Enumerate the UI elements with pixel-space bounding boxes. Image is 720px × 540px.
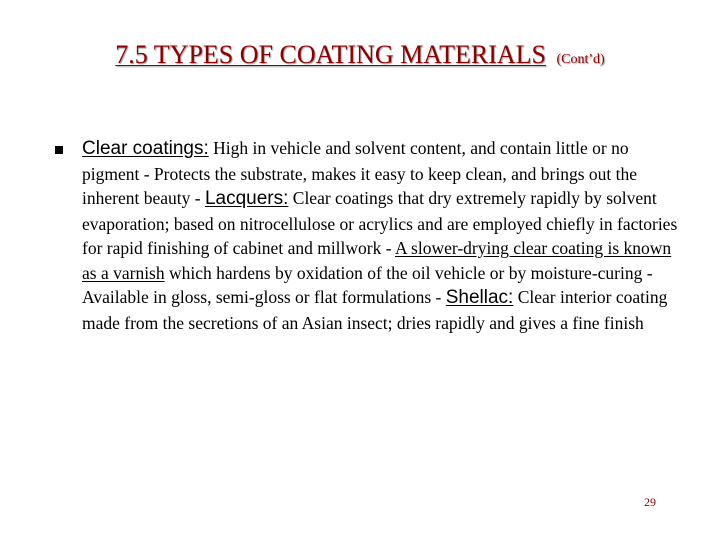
varnish-definition: A slower-drying clear coating is known as a varnish <box>82 238 672 283</box>
clear-coatings-text: High in vehicle and solvent content, and contain little or no pigment - Protects the substrate, makes it easy to keep clean, and brings out the inherent beauty - <box>82 138 637 208</box>
shellac-text: Clear interior coating made from the secretions of an Asian insect; dries rapidly and gives a fine finish <box>82 287 668 333</box>
lacquers-text: Clear coatings that dry extremely rapidly by solvent evaporation; based on nitrocellulose or acrylics and are employed chiefly in factories for rapid finishing of cabinet and millwork - <box>82 188 678 258</box>
varnish-text: which hardens by oxidation of the oil vehicle or by moisture-curing - Available in gloss, semi-gloss or flat formulations - <box>82 262 653 307</box>
bullet-paragraph <box>82 136 682 335</box>
square-bullet-icon <box>55 146 63 154</box>
lacquers-heading: Lacquers: <box>204 188 289 209</box>
slide-title-suffix: (Cont’d) <box>556 52 605 67</box>
clear-coatings-heading: Clear coatings: <box>82 138 209 159</box>
shellac-heading: Shellac: <box>445 287 514 308</box>
slide-title-text: 7.5 TYPES OF COATING MATERIALS <box>115 40 546 69</box>
slide-title <box>0 40 720 70</box>
page-number: 29 <box>644 495 656 509</box>
